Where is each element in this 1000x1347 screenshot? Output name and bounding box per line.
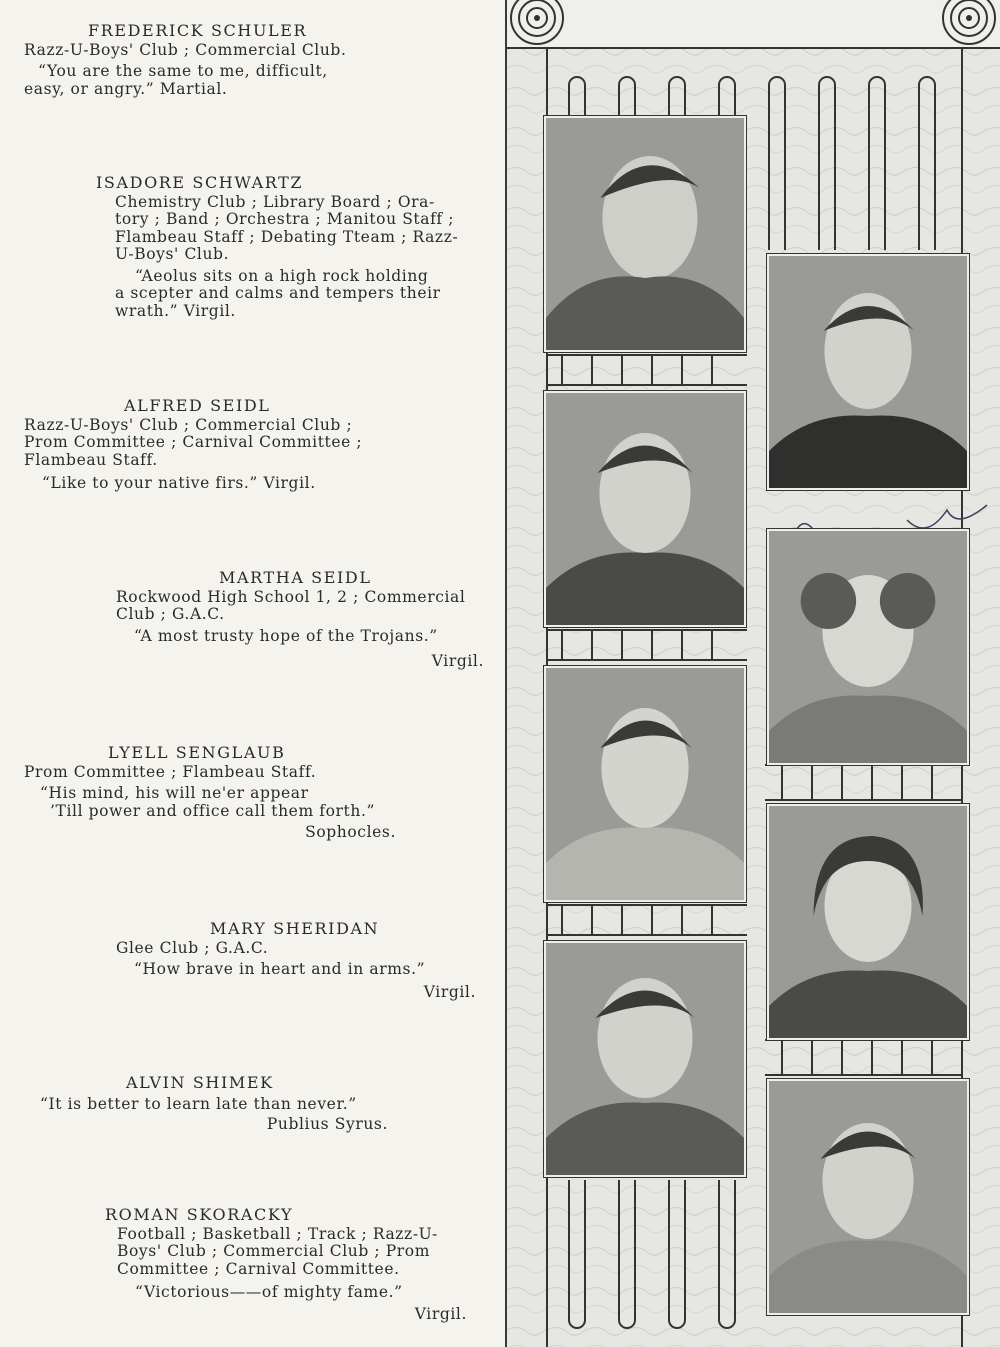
activities-line: Glee Club ; G.A.C. <box>116 938 269 957</box>
student-name: MARTHA SEIDL <box>219 568 372 587</box>
entry-alfred-seidl <box>24 397 404 493</box>
quote-author: Virgil. <box>431 652 484 670</box>
student-photo <box>767 529 969 765</box>
entry-roman-skoracky <box>105 1206 489 1326</box>
quote-line: wrath.” Virgil. <box>115 301 236 320</box>
activities-line: Rockwood High School 1, 2 ; Commercial <box>116 587 466 606</box>
entry-lyell-senglaub <box>24 744 404 844</box>
quote-line: “How brave in heart and in arms.” <box>134 960 426 978</box>
quote-author: Virgil. <box>414 1305 467 1323</box>
student-photo <box>544 391 746 627</box>
quote-line: “A most trusty hope of the Trojans.” <box>134 626 438 645</box>
entry-alvin-shimek <box>40 1074 412 1140</box>
quote-line: “Like to your native firs.” Virgil. <box>42 474 316 492</box>
quote-line: a scepter and calms and tempers their <box>115 284 441 302</box>
quote-author: Publius Syrus. <box>266 1115 388 1133</box>
activities-line: U-Boys' Club. <box>115 245 230 263</box>
decorative-column <box>505 0 1000 1347</box>
student-name: LYELL SENGLAUB <box>108 743 286 762</box>
activities-line: Prom Committee ; Flambeau Staff. <box>24 762 317 781</box>
student-name: ISADORE SCHWARTZ <box>96 173 304 192</box>
quote-author: Virgil. <box>423 983 476 1001</box>
activities-line: Chemistry Club ; Library Board ; Ora- <box>115 192 435 211</box>
activities-line: Club ; G.A.C. <box>116 605 225 623</box>
student-photo <box>544 941 746 1177</box>
entry-martha-seidl <box>116 569 488 679</box>
activities-line: Boys' Club ; Commercial Club ; Prom <box>117 1242 431 1260</box>
quote-line: “His mind, his will ne'er appear <box>40 784 309 802</box>
student-photo <box>767 1079 969 1315</box>
student-photo <box>767 254 969 490</box>
student-photo <box>767 804 969 1040</box>
activities-line: Committee ; Carnival Committee. <box>117 1259 400 1278</box>
quote-line: easy, or angry.” Martial. <box>24 79 228 98</box>
activities-line: Football ; Basketball ; Track ; Razz-U- <box>117 1224 438 1243</box>
activities-line: tory ; Band ; Orchestra ; Manitou Staff ; <box>115 210 455 228</box>
activities-line: Razz-U-Boys' Club ; Commercial Club ; <box>24 415 353 434</box>
activities-line: Razz-U-Boys' Club ; Commercial Club. <box>24 40 347 59</box>
student-name: FREDERICK SCHULER <box>88 21 308 40</box>
quote-line: ’Till power and office call them forth.” <box>50 801 376 820</box>
quote-line: “Aeolus sits on a high rock holding <box>135 266 429 285</box>
entry-mary-sheridan <box>116 920 488 1010</box>
student-name: ROMAN SKORACKY <box>105 1205 294 1224</box>
activities-line: Prom Committee ; Carnival Committee ; <box>24 433 363 451</box>
entry-frederick-schuler <box>24 22 404 98</box>
student-name: MARY SHERIDAN <box>210 919 380 938</box>
student-photo <box>544 116 746 352</box>
quote-author: Sophocles. <box>305 823 396 841</box>
student-photo <box>544 666 746 902</box>
activities-line: Flambeau Staff ; Debating Tteam ; Razz- <box>115 227 459 246</box>
entry-isadore-schwartz <box>96 174 488 320</box>
quote-line: “You are the same to me, difficult, <box>38 62 328 80</box>
quote-line: “It is better to learn late than never.” <box>40 1094 357 1113</box>
student-name: ALFRED SEIDL <box>124 396 271 415</box>
quote-line: “Victorious——of mighty fame.” <box>135 1283 403 1301</box>
student-name: ALVIN SHIMEK <box>126 1073 274 1092</box>
activities-line: Flambeau Staff. <box>24 450 158 469</box>
